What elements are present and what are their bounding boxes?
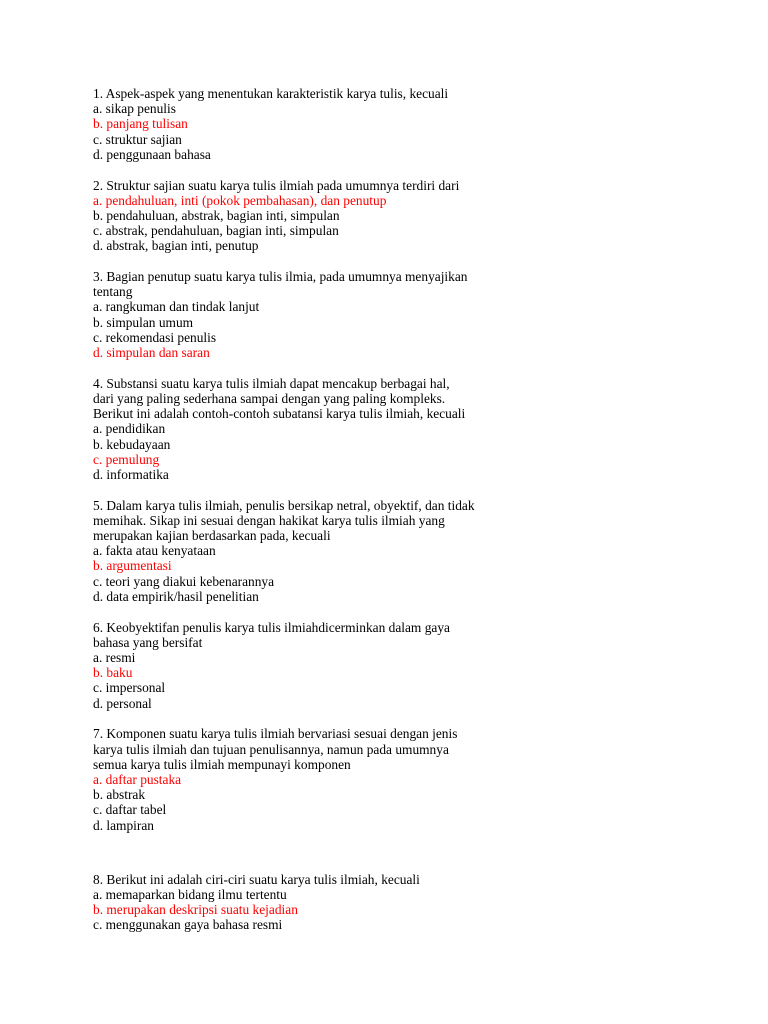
question-text: 6. Keobyektifan penulis karya tulis ilmiahdicerminkan dalam gaya bahasa yang bersifat [93, 619, 450, 650]
option-a: a. memaparkan bidang ilmu tertentu [93, 886, 287, 902]
option-c: c. menggunakan gaya bahasa resmi [93, 917, 283, 933]
option-d: d. penggunaan bahasa [93, 146, 211, 162]
option-b-answer: b. argumentasi [93, 558, 172, 574]
question-5 [93, 498, 533, 604]
question-6 [93, 620, 533, 711]
option-d: d. data empirik/hasil penelitian [93, 588, 259, 604]
option-a-answer: a. daftar pustaka [93, 771, 182, 787]
question-text: 1. Aspek-aspek yang menentukan karakteristik karya tulis, kecuali [93, 86, 449, 101]
option-a: a. sikap penulis [93, 101, 176, 117]
question-4 [93, 376, 533, 482]
option-a: a. rangkuman dan tindak lanjut [93, 299, 260, 315]
option-d-answer: d. simpulan dan saran [93, 345, 210, 361]
option-c: c. teori yang diakui kebenarannya [93, 573, 275, 589]
option-b-answer: b. baku [93, 665, 133, 681]
question-text: 8. Berikut ini adalah ciri-ciri suatu karya tulis ilmiah, kecuali [93, 871, 420, 887]
question-text: 7. Komponen suatu karya tulis ilmiah bervariasi sesuai dengan jenis karya tulis ilmiah dan tujuan penulisannya, namun pada umumnya semua karya tulis ilmiah mempunayi komponen [93, 726, 458, 772]
question-7 [93, 726, 533, 832]
option-b-answer: b. merupakan deskripsi suatu kejadian [93, 902, 298, 918]
option-c: c. impersonal [93, 680, 166, 696]
option-c-answer: c. pemulung [93, 451, 160, 467]
question-1 [93, 86, 533, 162]
option-d: d. informatika [93, 466, 169, 482]
option-b: b. kebudayaan [93, 436, 171, 452]
document-page [93, 86, 533, 933]
question-text: 2. Struktur sajian suatu karya tulis ilmiah pada umumnya terdiri dari [93, 177, 460, 193]
question-2 [93, 178, 533, 254]
option-d: d. abstrak, bagian inti, penutup [93, 238, 259, 254]
option-c: c. rekomendasi penulis [93, 329, 217, 345]
option-a: a. resmi [93, 650, 136, 665]
option-b: b. abstrak [93, 787, 146, 803]
option-c: c. daftar tabel [93, 802, 167, 818]
question-3 [93, 269, 533, 360]
option-a-answer: a. pendahuluan, inti (pokok pembahasan), dan penutup [93, 192, 387, 208]
option-b-answer: b. panjang tulisan [93, 116, 188, 132]
question-text: 5. Dalam karya tulis ilmiah, penulis bersikap netral, obyektif, dan tidak memihak. Sikap ini sesuai dengan hakikat karya tulis ilmiah yang merupakan kajian berdasarkan pada, kecuali [93, 497, 475, 544]
option-b: b. simpulan umum [93, 314, 194, 330]
question-text: 3. Bagian penutup suatu karya tulis ilmia, pada umumnya menyajikan tentang [93, 269, 468, 300]
option-a: a. fakta atau kenyataan [93, 543, 216, 559]
option-c: c. abstrak, pendahuluan, bagian inti, simpulan [93, 223, 339, 239]
question-text: 4. Substansi suatu karya tulis ilmiah dapat mencakup berbagai hal, dari yang paling sederhana sampai dengan yang paling kompleks. Berikut ini adalah contoh-contoh subatansi karya tulis ilmiah, kecuali [93, 375, 466, 422]
option-c: c. struktur sajian [93, 131, 182, 147]
option-a: a. pendidikan [93, 421, 166, 437]
option-d: d. personal [93, 695, 152, 711]
option-b: b. pendahuluan, abstrak, bagian inti, simpulan [93, 207, 340, 223]
option-d: d. lampiran [93, 817, 154, 833]
question-8 [93, 872, 533, 933]
